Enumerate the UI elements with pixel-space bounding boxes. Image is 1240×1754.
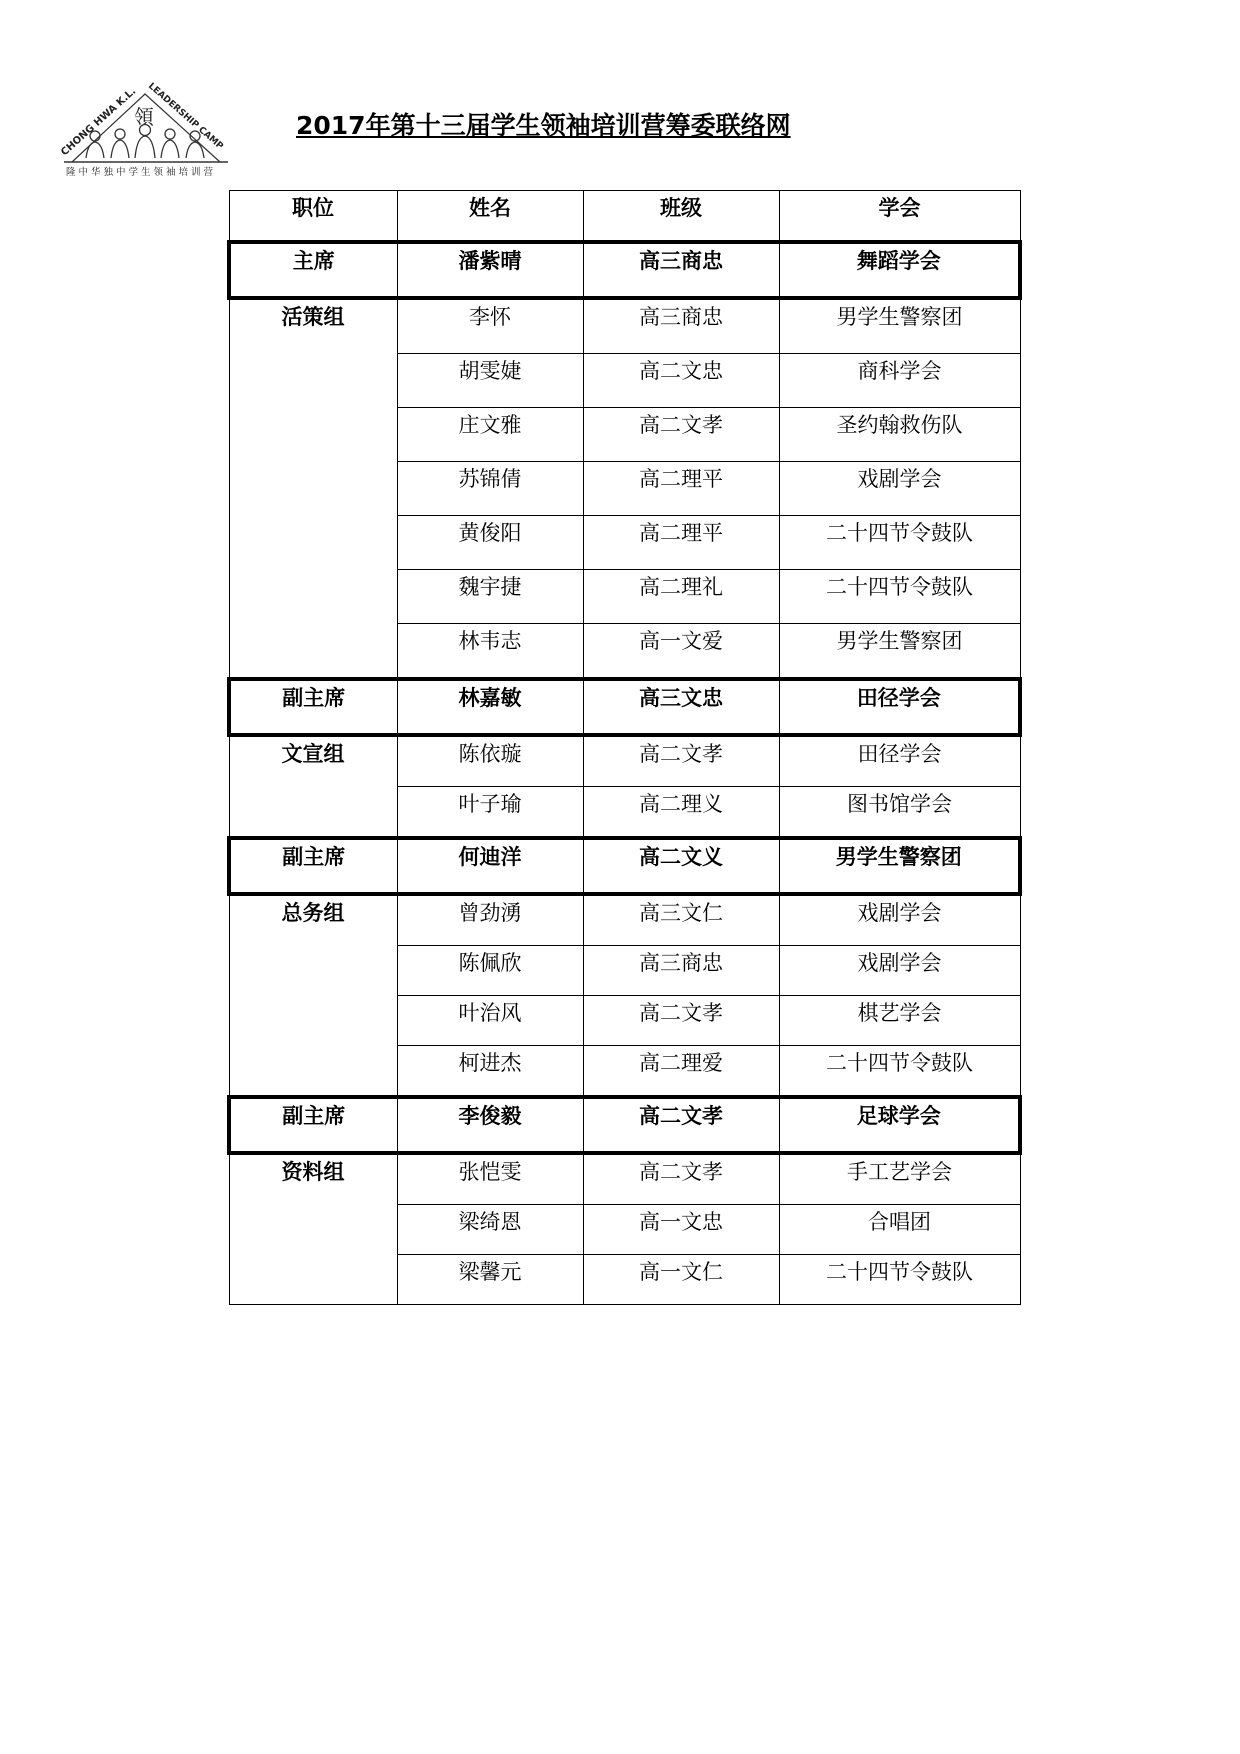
committee-contact-table xyxy=(227,190,1022,1305)
leader-name: 何迪洋 xyxy=(397,838,583,894)
leader-name: 潘紫晴 xyxy=(397,242,583,298)
group-name: 资料组 xyxy=(229,1153,397,1305)
member-class: 高二理爱 xyxy=(583,1046,779,1098)
member-society: 二十四节令鼓队 xyxy=(779,1255,1020,1305)
member-class: 高二文孝 xyxy=(583,735,779,787)
member-name: 柯进杰 xyxy=(397,1046,583,1098)
group-name: 总务组 xyxy=(229,894,397,1097)
svg-text:LEADERSHIP CAMP: LEADERSHIP CAMP xyxy=(146,81,225,152)
member-class: 高二理平 xyxy=(583,462,779,516)
page-title: 2017年第十三届学生领袖培训营筹委联络网 xyxy=(296,111,791,140)
table-header-row xyxy=(229,191,1020,243)
leader-row xyxy=(229,242,1020,298)
member-society: 商科学会 xyxy=(779,354,1020,408)
header-society: 学会 xyxy=(779,191,1020,243)
leader-class: 高二文义 xyxy=(583,838,779,894)
member-row xyxy=(229,298,1020,354)
member-name: 魏宇捷 xyxy=(397,570,583,624)
member-society: 圣约翰救伤队 xyxy=(779,408,1020,462)
member-row xyxy=(229,735,1020,787)
member-name: 陈依璇 xyxy=(397,735,583,787)
group-name: 文宣组 xyxy=(229,735,397,838)
member-society: 男学生警察团 xyxy=(779,624,1020,680)
leader-society: 田径学会 xyxy=(779,679,1020,735)
svg-text:CHONG HWA K.L.: CHONG HWA K.L. xyxy=(59,85,139,159)
member-society: 图书馆学会 xyxy=(779,787,1020,839)
member-class: 高三商忠 xyxy=(583,946,779,996)
svg-text:領: 領 xyxy=(134,105,154,129)
leader-position: 主席 xyxy=(229,242,397,298)
member-class: 高一文仁 xyxy=(583,1255,779,1305)
member-society: 男学生警察团 xyxy=(779,298,1020,354)
group-name: 活策组 xyxy=(229,298,397,679)
leader-society: 男学生警察团 xyxy=(779,838,1020,894)
member-row xyxy=(229,894,1020,946)
member-name: 林韦志 xyxy=(397,624,583,680)
leader-position: 副主席 xyxy=(229,1097,397,1153)
leader-society: 舞蹈学会 xyxy=(779,242,1020,298)
member-class: 高二理平 xyxy=(583,516,779,570)
member-society: 二十四节令鼓队 xyxy=(779,570,1020,624)
member-name: 苏锦倩 xyxy=(397,462,583,516)
member-society: 戏剧学会 xyxy=(779,894,1020,946)
leader-society: 足球学会 xyxy=(779,1097,1020,1153)
leader-class: 高二文孝 xyxy=(583,1097,779,1153)
member-name: 胡雯婕 xyxy=(397,354,583,408)
member-name: 陈佩欣 xyxy=(397,946,583,996)
leader-row xyxy=(229,838,1020,894)
camp-logo xyxy=(50,78,240,178)
member-society: 戏剧学会 xyxy=(779,946,1020,996)
leader-class: 高三文忠 xyxy=(583,679,779,735)
member-name: 梁绮恩 xyxy=(397,1205,583,1255)
member-class: 高三商忠 xyxy=(583,298,779,354)
header-position: 职位 xyxy=(229,191,397,243)
member-class: 高二文孝 xyxy=(583,1153,779,1205)
member-class: 高二文孝 xyxy=(583,996,779,1046)
member-class: 高二文忠 xyxy=(583,354,779,408)
leader-position: 副主席 xyxy=(229,838,397,894)
header-name: 姓名 xyxy=(397,191,583,243)
leader-position: 副主席 xyxy=(229,679,397,735)
member-name: 叶子瑜 xyxy=(397,787,583,839)
member-name: 叶治风 xyxy=(397,996,583,1046)
svg-text:隆中华独中学生领袖培训营: 隆中华独中学生领袖培训营 xyxy=(66,167,217,178)
member-name: 张恺雯 xyxy=(397,1153,583,1205)
member-name: 庄文雅 xyxy=(397,408,583,462)
member-class: 高一文忠 xyxy=(583,1205,779,1255)
member-class: 高一文爱 xyxy=(583,624,779,680)
member-society: 二十四节令鼓队 xyxy=(779,1046,1020,1098)
member-row xyxy=(229,1153,1020,1205)
member-class: 高二文孝 xyxy=(583,408,779,462)
member-society: 棋艺学会 xyxy=(779,996,1020,1046)
member-class: 高三文仁 xyxy=(583,894,779,946)
header-class: 班级 xyxy=(583,191,779,243)
member-name: 黄俊阳 xyxy=(397,516,583,570)
member-society: 二十四节令鼓队 xyxy=(779,516,1020,570)
member-name: 李怀 xyxy=(397,298,583,354)
member-society: 田径学会 xyxy=(779,735,1020,787)
leader-class: 高三商忠 xyxy=(583,242,779,298)
member-name: 曾劲湧 xyxy=(397,894,583,946)
member-class: 高二理礼 xyxy=(583,570,779,624)
leader-row xyxy=(229,1097,1020,1153)
member-society: 戏剧学会 xyxy=(779,462,1020,516)
member-society: 合唱团 xyxy=(779,1205,1020,1255)
member-name: 梁馨元 xyxy=(397,1255,583,1305)
leader-name: 林嘉敏 xyxy=(397,679,583,735)
leader-row xyxy=(229,679,1020,735)
camp-logo-emblem xyxy=(50,78,240,178)
leader-name: 李俊毅 xyxy=(397,1097,583,1153)
member-society: 手工艺学会 xyxy=(779,1153,1020,1205)
member-class: 高二理义 xyxy=(583,787,779,839)
